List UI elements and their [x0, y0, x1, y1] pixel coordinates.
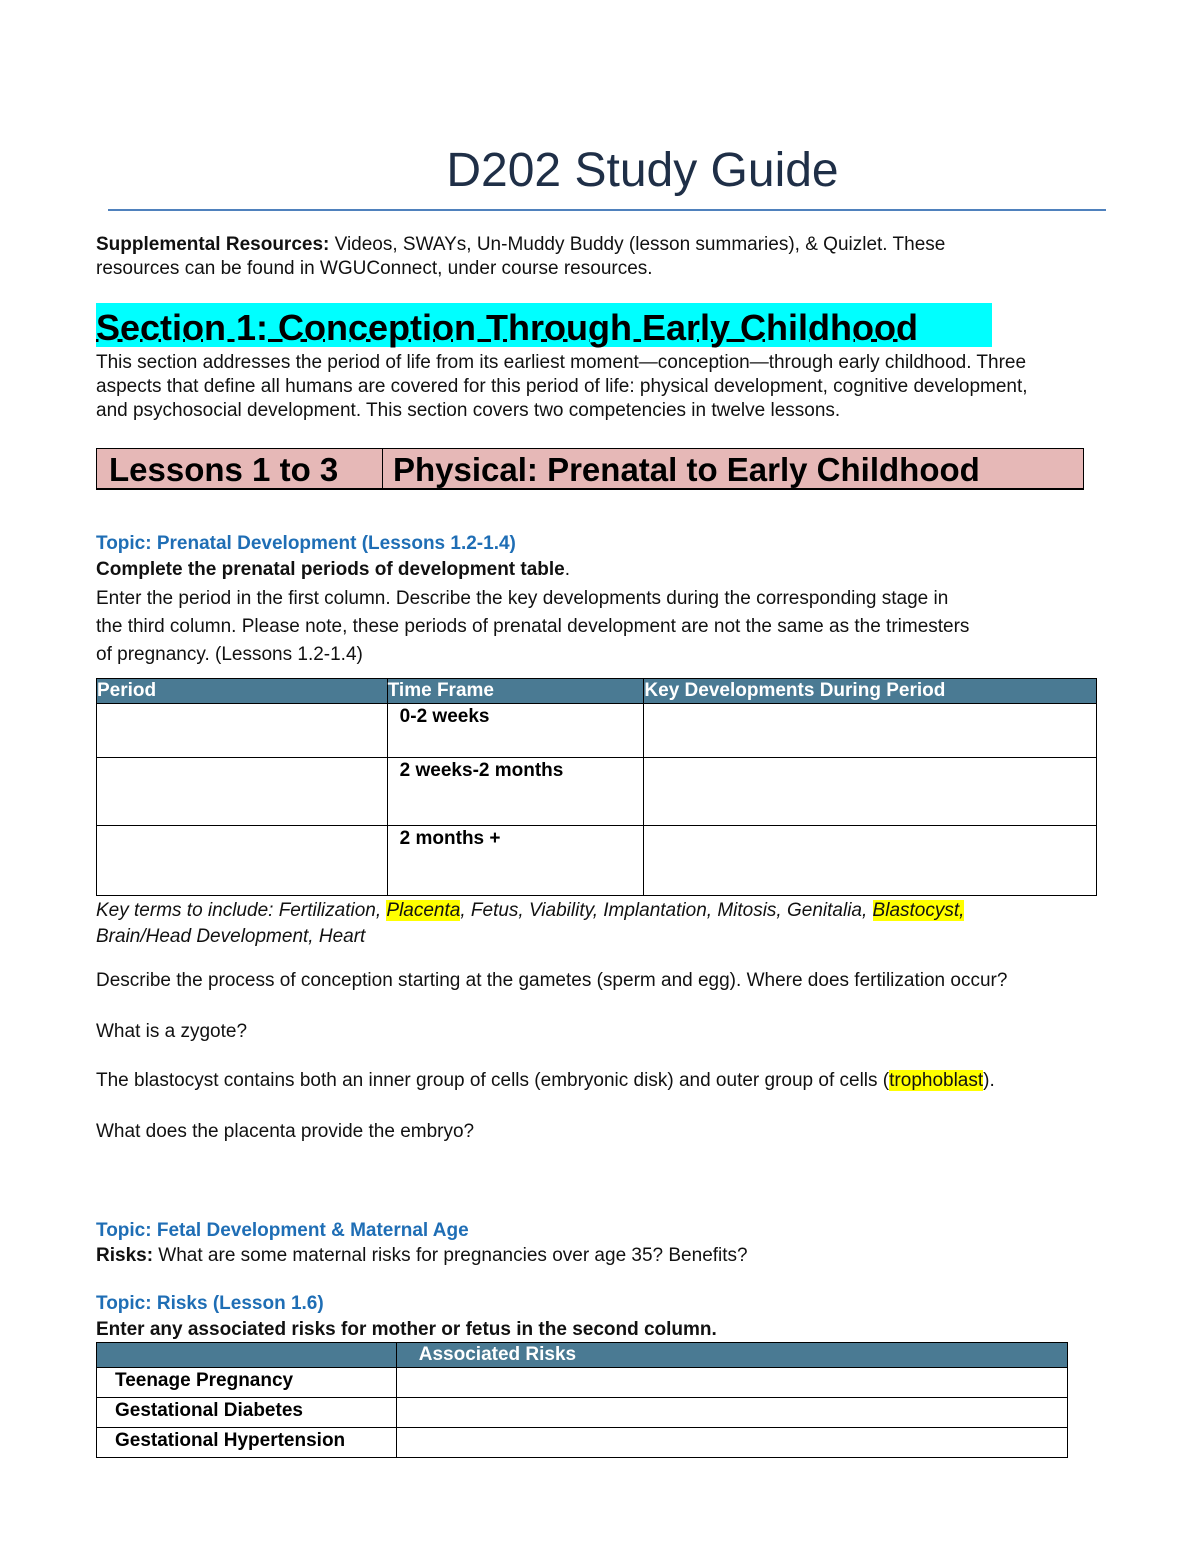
header-time-frame: Time Frame [387, 679, 644, 704]
question-placenta: What does the placenta provide the embryo? [96, 1121, 475, 1142]
prenatal-instruction: Complete the prenatal periods of development table. [96, 559, 571, 580]
section-desc-line-1: This section addresses the period of life from its earliest moment—conception—through early childhood. Three [96, 352, 1027, 373]
supplemental-text-1: Videos, SWAYs, Un-Muddy Buddy (lesson summaries), & Quizlet. These [329, 234, 946, 255]
section-desc-line-3: and psychosocial development. This section covers two competencies in twelve lessons. [96, 400, 841, 421]
question-blastocyst: The blastocyst contains both an inner group of cells (embryonic disk) and outer group of cells (trophoblast). [96, 1070, 995, 1091]
risks-instruction: Enter any associated risks for mother or fetus in the second column. [96, 1319, 717, 1340]
risk-condition: Gestational Diabetes [97, 1398, 397, 1428]
period-cell[interactable] [97, 826, 388, 896]
time-frame-cell: 2 months + [387, 826, 644, 896]
supplemental-resources [96, 233, 1096, 281]
table-row [97, 758, 1097, 826]
highlight-placenta: Placenta [386, 900, 461, 921]
table-row [97, 1398, 1068, 1428]
table-header-row [97, 679, 1097, 704]
question-conception: Describe the process of conception starting at the gametes (sperm and egg). Where does fertilization occur? [96, 970, 1008, 991]
risks-header-blank [97, 1343, 397, 1368]
key-developments-cell[interactable] [644, 758, 1097, 826]
key-developments-cell[interactable] [644, 826, 1097, 896]
risks-table [96, 1342, 1068, 1458]
risks-question: Risks: What are some maternal risks for pregnancies over age 35? Benefits? [96, 1245, 748, 1266]
highlight-trophoblast: trophoblast [889, 1070, 984, 1091]
key-terms: Key terms to include: Fertilization, Placenta, Fetus, Viability, Implantation, Mitosis, Genitalia, Blastocyst, Brain/Head Development, Heart [96, 900, 965, 947]
question-zygote: What is a zygote? [96, 1021, 248, 1042]
associated-risks-cell[interactable] [396, 1368, 1067, 1398]
lesson-range: Lessons 1 to 3 [97, 449, 383, 489]
title-divider [108, 209, 1106, 211]
supplemental-text-2: resources can be found in WGUConnect, under course resources. [96, 258, 653, 279]
prenatal-body-line-1: Enter the period in the first column. Describe the key developments during the corresponding stage in [96, 588, 949, 609]
prenatal-body-line-2: the third column. Please note, these periods of prenatal development are not the same as the trimesters [96, 616, 970, 637]
highlight-blastocyst: Blastocyst, [872, 900, 965, 921]
risks-header-row [97, 1343, 1068, 1368]
table-row [97, 826, 1097, 896]
risk-condition: Teenage Pregnancy [97, 1368, 397, 1398]
time-frame-cell: 2 weeks-2 months [387, 758, 644, 826]
table-row [97, 1428, 1068, 1458]
prenatal-body-line-3: of pregnancy. (Lessons 1.2-1.4) [96, 644, 363, 665]
lesson-band [96, 448, 1084, 490]
topic-fetal-heading: Topic: Fetal Development & Maternal Age [96, 1220, 469, 1241]
section-1-description [96, 351, 1176, 423]
time-frame-cell: 0-2 weeks [387, 704, 644, 758]
period-cell[interactable] [97, 704, 388, 758]
topic-prenatal-heading: Topic: Prenatal Development (Lessons 1.2-1.4) [96, 533, 516, 554]
page-title: D202 Study Guide [446, 144, 839, 197]
prenatal-periods-table [96, 678, 1097, 896]
prenatal-body [96, 585, 1106, 669]
period-cell[interactable] [97, 758, 388, 826]
table-row [97, 704, 1097, 758]
lesson-title: Physical: Prenatal to Early Childhood [393, 451, 980, 488]
risks-header: Associated Risks [396, 1343, 1067, 1368]
key-developments-cell[interactable] [644, 704, 1097, 758]
key-terms-line-2: Brain/Head Development, Heart [96, 926, 366, 947]
topic-risks-heading: Topic: Risks (Lesson 1.6) [96, 1293, 324, 1314]
risk-condition: Gestational Hypertension [97, 1428, 397, 1458]
header-period: Period [97, 679, 388, 704]
header-key-developments: Key Developments During Period [644, 679, 1097, 704]
section-desc-line-2: aspects that define all humans are covered for this period of life: physical development, cognitive development, [96, 376, 1028, 397]
table-row [97, 1368, 1068, 1398]
supplemental-label: Supplemental Resources: [96, 234, 330, 255]
associated-risks-cell[interactable] [396, 1428, 1067, 1458]
section-1-heading: Section 1: Conception Through Early Childhood [96, 303, 992, 347]
associated-risks-cell[interactable] [396, 1398, 1067, 1428]
